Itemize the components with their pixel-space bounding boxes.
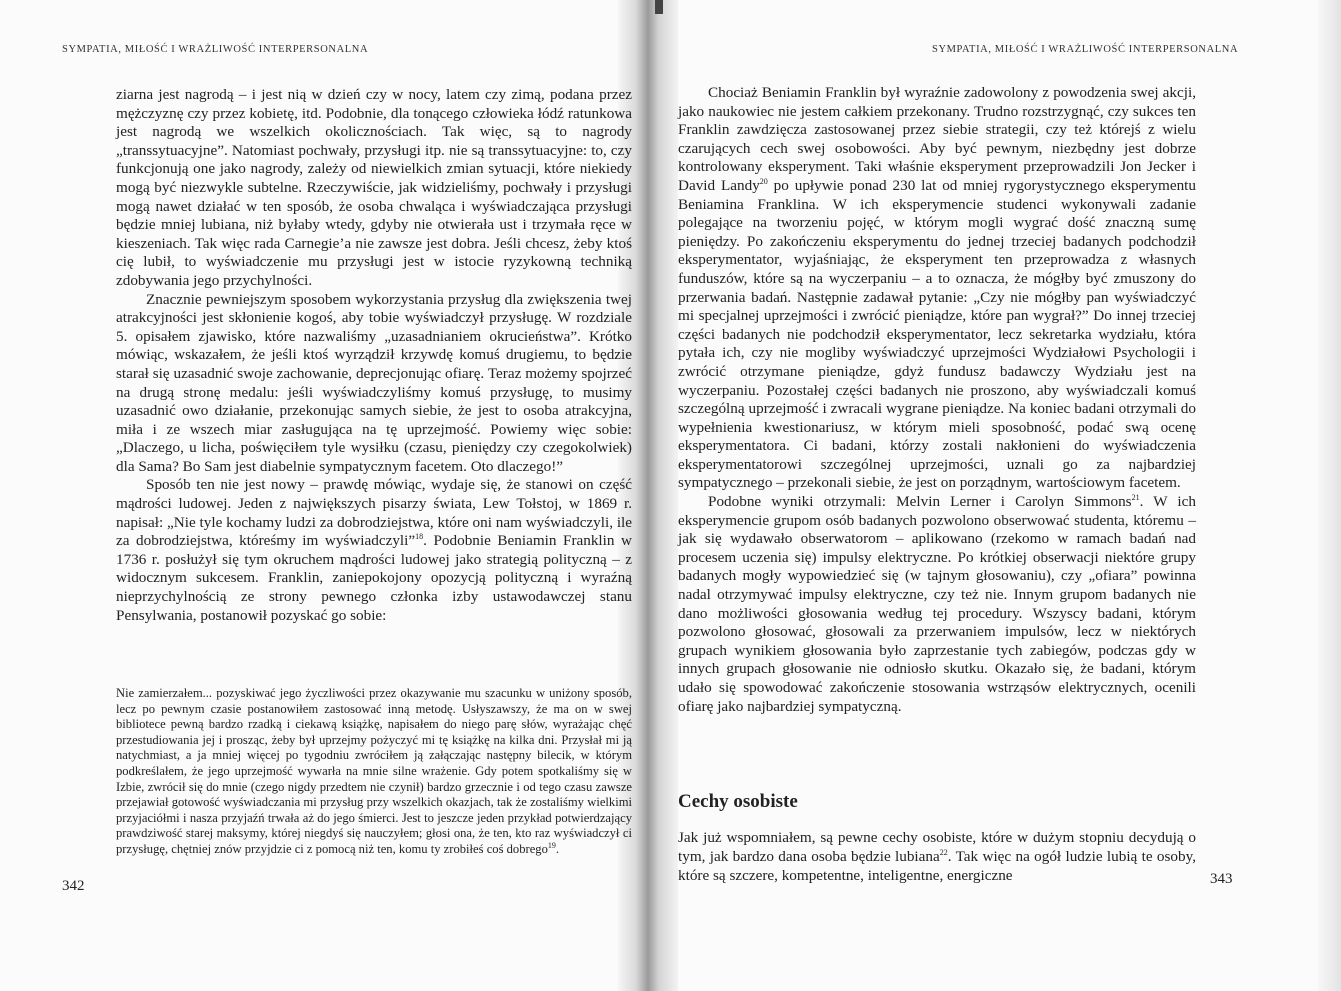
- left-page-body: [116, 86, 632, 625]
- gutter-mark: [655, 0, 663, 14]
- right-page-body: [678, 84, 1196, 716]
- running-header-left: SYMPATIA, MIŁOŚĆ I WRAŻLIWOŚĆ INTERPERSONALNA: [62, 44, 369, 55]
- paragraph: Sposób ten nie jest nowy – prawdę mówiąc, wydaje się, że stanowi on część mądrości ludowej. Jeden z największych pisarzy świata, Lew Tołstoj, w 1869 r. napisał: „Nie tyle kochamy ludzi za dobrodziejstwa, które oni nam wyświadczyli, ile za dobrodziejstwa, któreśmy im wyświadczyli”$^{18}$. Podobnie Beniamin Franklin w 1736 r. posłużył się tym okruchem mądrości ludowej jako strategią polityczną – z widocznym sukcesem. Franklin, zaniepokojony opozycją polityczną i wyraźną nieprzychylnością ze strony pewnego członka izby ustawodawczej stanu Pensylwania, postanowił pozyskać go sobie:: [116, 476, 632, 624]
- paragraph: ziarna jest nagrodą – i jest nią w dzień czy w nocy, latem czy zimą, podana przez mężczyznę czy przez kobietę, itd. Podobnie, dla tonącego człowieka łódź ratunkowa jest nagrodą we wszelkich okolicznościach. Tak więc, są to nagrody „transsytuacyjne”. Natomiast pochwały, przysługi itp. nie są transsytuacyjne: to, czy funkcjonują one jako nagrody, zależy od niewielkich zmian sytuacji, które niekiedy mogą być niezwykle subtelne. Rzeczywiście, jak widzieliśmy, pochwały i przysługi mogą nawet działać w ten sposób, że osoba chwaląca i wyświadczająca przysługi będzie mniej lubiana, niż byłaby wtedy, gdyby nie otwierała ust i trzymała ręce w kieszeniach. Tak więc rada Carnegie’a nie zawsze jest dobra. Jeśli chcesz, żeby ktoś cię lubił, to wyświadczenie mu przysługi jest w istocie ryzykowną techniką zdobywania jego przychylności.: [116, 86, 632, 289]
- quote-text: Nie zamierzałem... pozyskiwać jego życzliwości przez okazywanie mu szacunku w uniżony sposób, lecz po pewnym czasie postanowiłem zastosować inną metodę. Usłyszawszy, że ma on w swej bibliotece pewną bardzo rzadką i ciekawą książkę, napisałem do niego parę słów, wyrażając chęć przestudiowania jej i prosząc, żeby był uprzejmy pożyczyć mi tę książkę na kilka dni. Przysłał mi ją natychmiast, a ja mniej więcej po tygodniu zwróciłem ją załączając następny bilecik, w którym podkreślałem, że jego uprzejmość wywarła na mnie silne wrażenie. Gdy potem spotkaliśmy się w Izbie, zwrócił się do mnie (czego nigdy przedtem nie czynił) bardzo grzecznie i od tego czasu zawsze przejawiał gotowość wyświadczania mi przysług przy wszelkich okazjach, tak że zostaliśmy wielkimi przyjaciółmi i nasza przyjaźń trwała aż do jego śmierci. Jest to jeszcze jeden przykład potwierdzający prawdziwość starej maksymy, której niegdyś się nauczyłem; głosi ona, że ten, kto raz wyświadczył ci przysługę, chętniej znów przyjdzie ci z pomocą niż ten, komu ty zrobiłeś coś dobrego$^{19}$.: [116, 686, 632, 856]
- footnote-ref: 18: [415, 532, 424, 542]
- page-edge: [1318, 0, 1341, 991]
- paragraph: Chociaż Beniamin Franklin był wyraźnie zadowolony z powodzenia swej akcji, jako naukowiec nie jestem całkiem przekonany. Trudno rozstrzygnąć, czy sukces ten Franklin zawdzięcza zastosowanej przez siebie strategii, czy też którejś z wielu czarujących cech swej osobowości. Aby być pewnym, niezbędny jest dobrze kontrolowany eksperyment. Taki właśnie eksperyment przeprowadzili Jon Jecker i David Landy$^{20}$ po upływie ponad 230 lat od mniej rygorystycznego eksperymentu Beniamina Franklina. W ich eksperymencie studenci wykonywali zadanie polegające na tworzeniu pojęć, w którym mogli wygrać dość znaczną sumę pieniędzy. Po zakończeniu eksperymentu do jednej trzeciej badanych podchodził eksperymentator, wyjaśniając, że eksperyment ten przeprowadza z własnych funduszów, które są na wyczerpaniu – a to oznacza, że mógłby być zmuszony do przerwania badań. Następnie zadawał pytanie: „Czy nie mógłby pan wyświadczyć mi specjalnej uprzejmości i zwrócić pieniądze, które pan wygrał?” Do innej trzeciej części badanych nie podchodził eksperymentator, lecz sekretarka wydziału, która pytała ich, czy nie mogliby wyświadczyć uprzejmości Wydziałowi Psychologii i zwrócić otrzymane pieniądze, gdyż fundusz badawczy Wydziału jest na wyczerpaniu. Pozostałej części badanych nie proszono, aby wyświadczali komuś szczególną uprzejmość i zwracali wygrane pieniądze. Na koniec badani otrzymali do wypełnienia kwestionariusz, w którym mieli sposobność, podać swą ocenę eksperymentatora. Ci badani, którzy zostali nakłonieni do wyświadczenia eksperymentatorowi szczególnej uprzejmości, uznali go za najbardziej sympatycznego – przekonali siebie, że jest on porządnym, wartościowym facetem.: [678, 84, 1196, 492]
- footnote-ref: 22: [939, 847, 948, 857]
- section-heading: Cechy osobiste: [678, 791, 798, 812]
- running-header-right: SYMPATIA, MIŁOŚĆ I WRAŻLIWOŚĆ INTERPERSONALNA: [932, 44, 1239, 55]
- paragraph: Jak już wspomniałem, są pewne cechy osobiste, które w dużym stopniu decydują o tym, jak bardzo dana osoba będzie lubiana$^{22}$. Tak więc na ogół ludzie lubią te osoby, które są szczere, kompetentne, inteligentne, energiczne: [678, 829, 1196, 884]
- paragraph: Znacznie pewniejszym sposobem wykorzystania przysług dla zwiększenia twej atrakcyjności jest skłonienie kogoś, aby tobie wyświadczył przysługę. W rozdziale 5. opisałem zjawisko, które nazwaliśmy „uzasadnianiem okrucieństwa”. Krótko mówiąc, wskazałem, że jeśli ktoś wyrządził krzywdę komuś drugiemu, to będzie starał się uzasadnić swoje zachowanie, deprecjonując ofiarę. Teraz możemy spojrzeć na drugą stronę medalu: jeśli wyświadczyliśmy komuś przysługę, to musimy uzasadnić owo działanie, przekonując samych siebie, że jest to osoba atrakcyjna, miła i ze wszech miar zasługująca na tę uprzejmość. Powiemy więc sobie: „Dlaczego, u licha, poświęciłem tyle wysiłku (czasu, pieniędzy czy czegokolwiek) dla Sama? Bo Sam jest diabelnie sympatycznym facetem. Oto dlaczego!”: [116, 290, 632, 475]
- right-page-body-2: [678, 828, 1196, 885]
- block-quote: [116, 686, 632, 858]
- footnote-ref: 19: [547, 840, 556, 850]
- footnote-ref: 21: [1131, 493, 1140, 502]
- paragraph: Podobne wyniki otrzymali: Melvin Lerner i Carolyn Simmons$^{21}$. W ich eksperymencie grupom osób badanych pozwolono obserwować studenta, któremu – jak się wydawało obserwatorom – aplikowano (rzekomo w ramach badań nad procesem uczenia się) impulsy elektryczne. Po krótkiej obserwacji niektóre grupy badanych mogły wypowiedzieć się (w tajnym głosowaniu), czy „ofiara” powinna nadal otrzymywać impulsy elektryczne, czy też nie. Innym grupom badanych nie dano możliwości głosowania według tej procedury. Wszyscy badani, którym pozwolono głosować, głosowali za przerwaniem impulsów, lecz w niektórych grupach wynikiem głosowania było zaprzestanie tych zabiegów, podczas gdy w innych grupach głosowanie nie odniosło skutku. Okazało się, że badani, którym udało się spowodować zakończenie stosowania wstrząsów elektrycznych, ocenili ofiarę jako najbardziej sympatyczną.: [678, 493, 1196, 715]
- page-number-right: 343: [1210, 871, 1233, 887]
- page-number-left: 342: [62, 878, 85, 894]
- footnote-ref: 20: [759, 176, 768, 186]
